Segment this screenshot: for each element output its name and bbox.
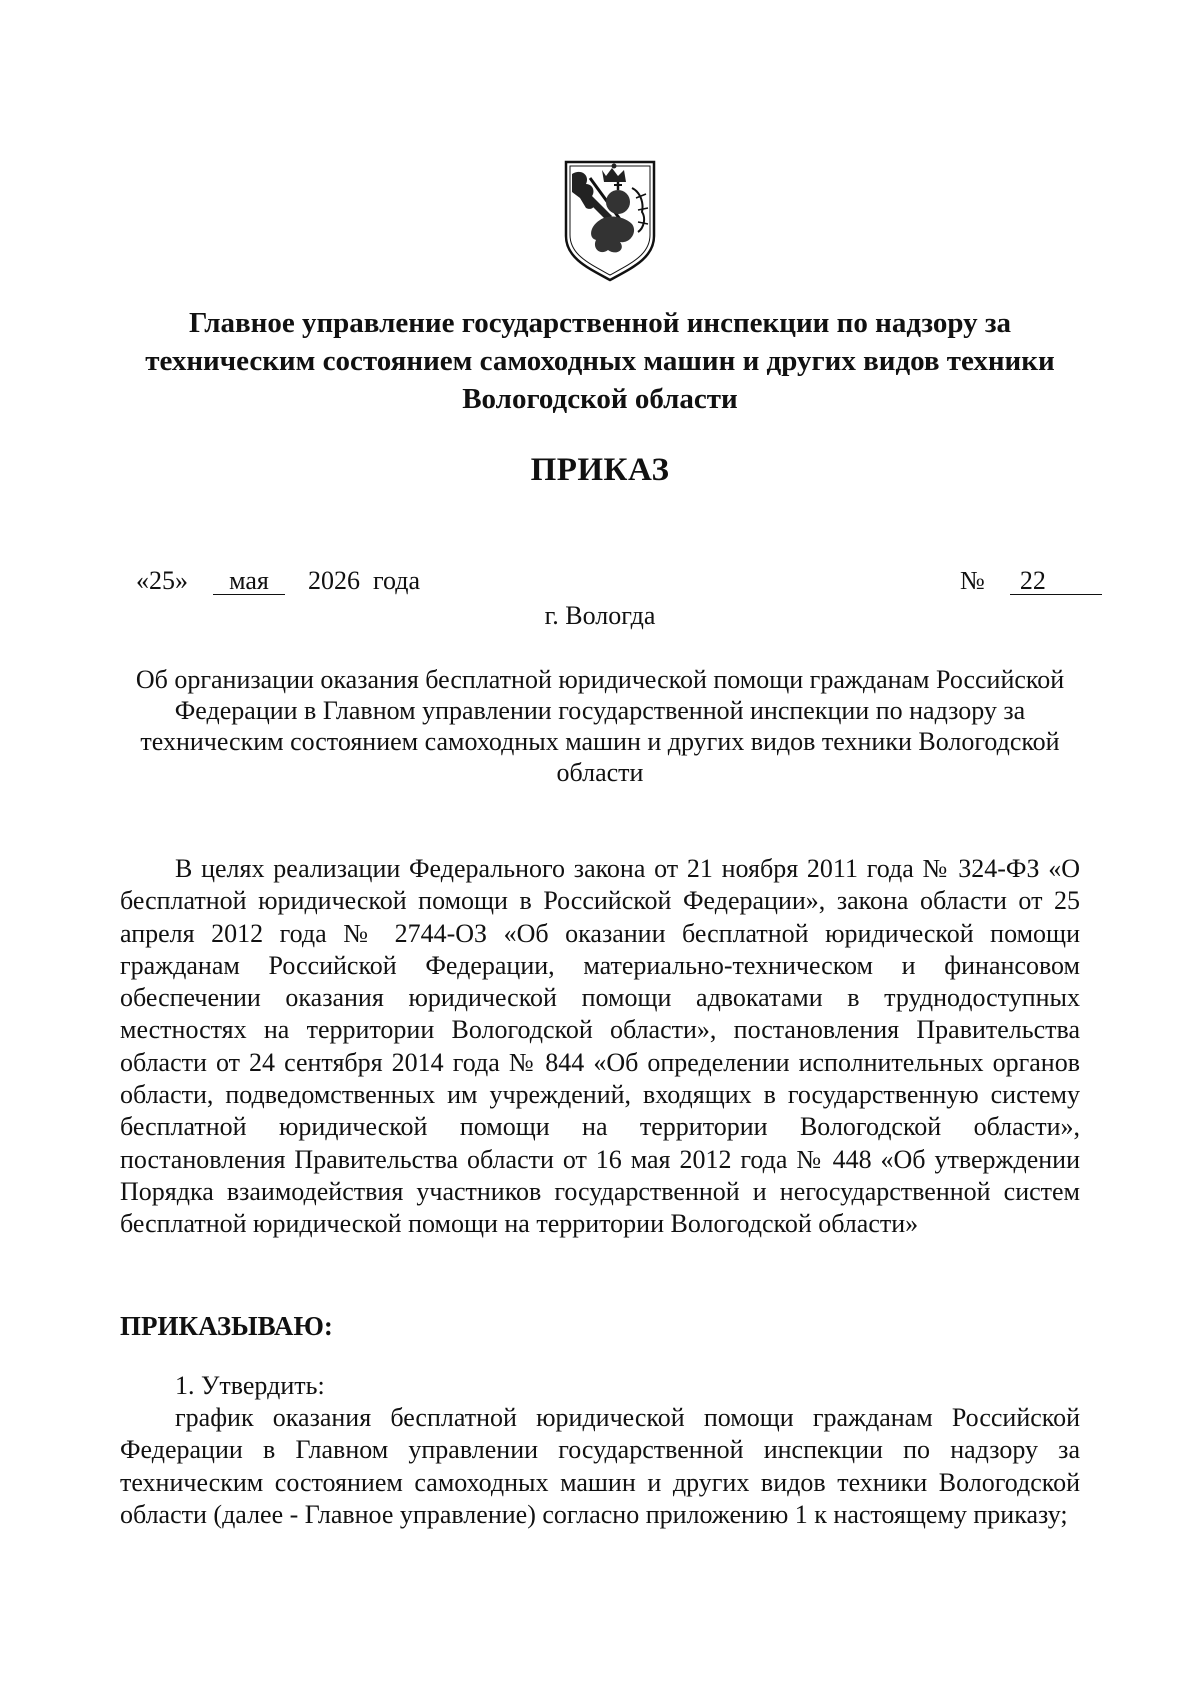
number-sign: № [960, 566, 985, 595]
vologda-coat-of-arms-icon [560, 158, 660, 284]
date-month: мая [213, 568, 285, 595]
item-1-heading: 1. Утвердить: [175, 1371, 325, 1400]
document-type-title: ПРИКАЗ [530, 452, 670, 488]
order-subject: Об организации оказания бесплатной юридической помощи гражданам Российской Федерации в Главном управлении государственной инспекции по надзору за техническим состоянием самоходных машин и других видов техники Вологодской области [135, 665, 1065, 787]
date-day: «25» [136, 566, 188, 595]
order-number [960, 566, 1102, 596]
date-year: 2026 года [308, 566, 421, 595]
number-value: 22 [1010, 568, 1102, 595]
preamble-paragraph: В целях реализации Федерального закона от 21 ноября 2011 года № 324-ФЗ «О бесплатной юридической помощи в Российской Федерации», закона области от 25 апреля 2012 года № 2744-ОЗ «Об оказании бесплатной юридической помощи гражданам Российской Федерации, материально-техническом и финансовом обеспечении оказания юридической помощи адвокатами в труднодоступных местностях на территории Вологодской области», постановления Правительства области от 24 сентября 2014 года № 844 «Об определении исполнительных органов области, подведомственных им учреждений, входящих в государственную систему бесплатной юридической помощи на территории Вологодской области», постановления Правительства области от 16 мая 2012 года № 448 «Об утверждении Порядка взаимодействия участников государственной и негосударственной систем бесплатной юридической помощи на территории Вологодской области» [120, 854, 1080, 1239]
organization-name: Главное управление государственной инспекции по надзору за техническим состоянием самоходных машин и других видов техники Вологодской области [145, 307, 1055, 415]
order-directive: ПРИКАЗЫВАЮ: [120, 1311, 333, 1341]
order-date [136, 566, 420, 596]
item-1-text: график оказания бесплатной юридической помощи гражданам Российской Федерации в Главном управлении государственной инспекции по надзору за техническим состоянием самоходных машин и других видов техники Вологодской области (далее - Главное управление) согласно приложению 1 к настоящему приказу; [120, 1403, 1080, 1529]
city: г. Вологда [544, 601, 656, 630]
